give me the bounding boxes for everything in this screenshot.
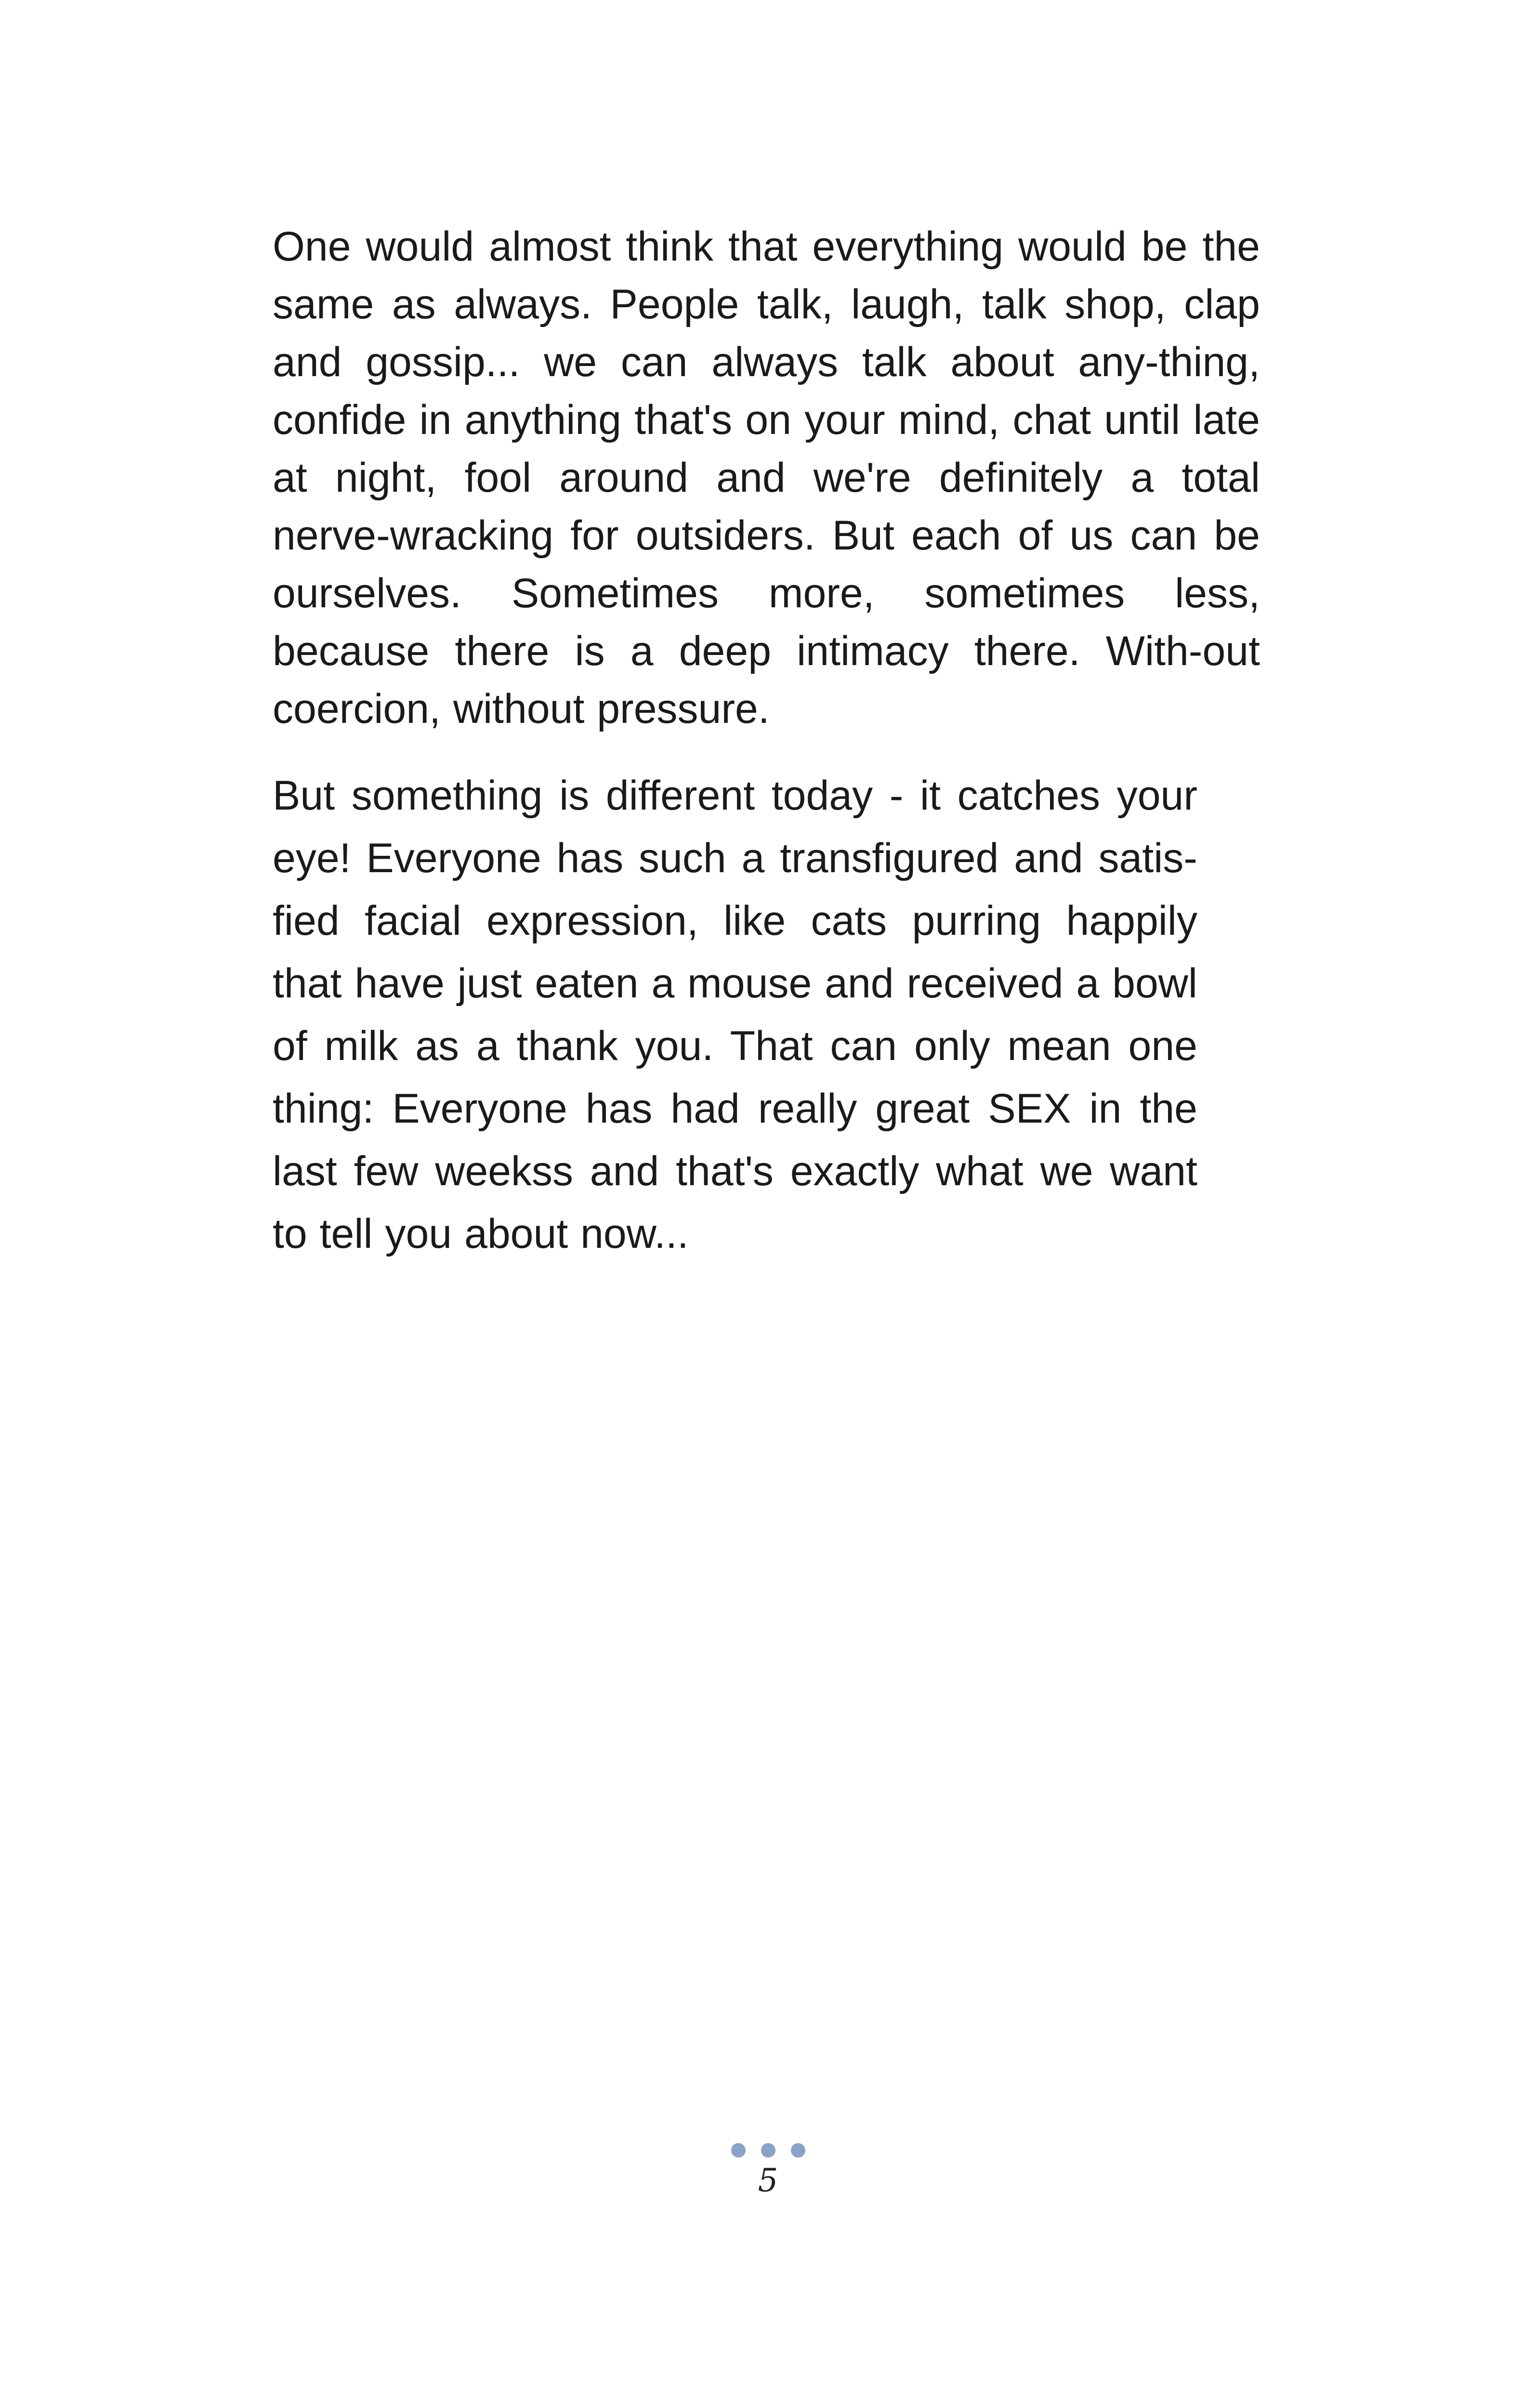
dot-icon	[791, 2143, 805, 2158]
dot-ornament-icon	[731, 2142, 805, 2159]
dot-icon	[731, 2143, 746, 2158]
paragraph-2: But something is different today - it catches your eye! Everyone has such a transfigured and satis-fied facial expression, like cats purring happily that have just eaten a mouse and received a bowl of milk as a thank you. That can only mean one thing: Everyone has had really great SEX in the last few weekss and that's exactly what we want to tell you about now...	[273, 772, 1197, 1257]
page-number: 5	[758, 2162, 778, 2199]
page-footer	[0, 2142, 1536, 2200]
paragraph-1: One would almost think that everything would be the same as always. People talk, laugh, talk shop, clap and gossip... we can always talk about any-thing, confide in anything that's on your mind, chat until late at night, fool around and we're definitely a total nerve-wracking for outsiders. But each of us can be ourselves. Sometimes more, sometimes less, because there is a deep intimacy there. With-out coercion, without pressure.	[273, 223, 1260, 732]
page-body	[273, 218, 1260, 1265]
dot-icon	[761, 2143, 775, 2158]
